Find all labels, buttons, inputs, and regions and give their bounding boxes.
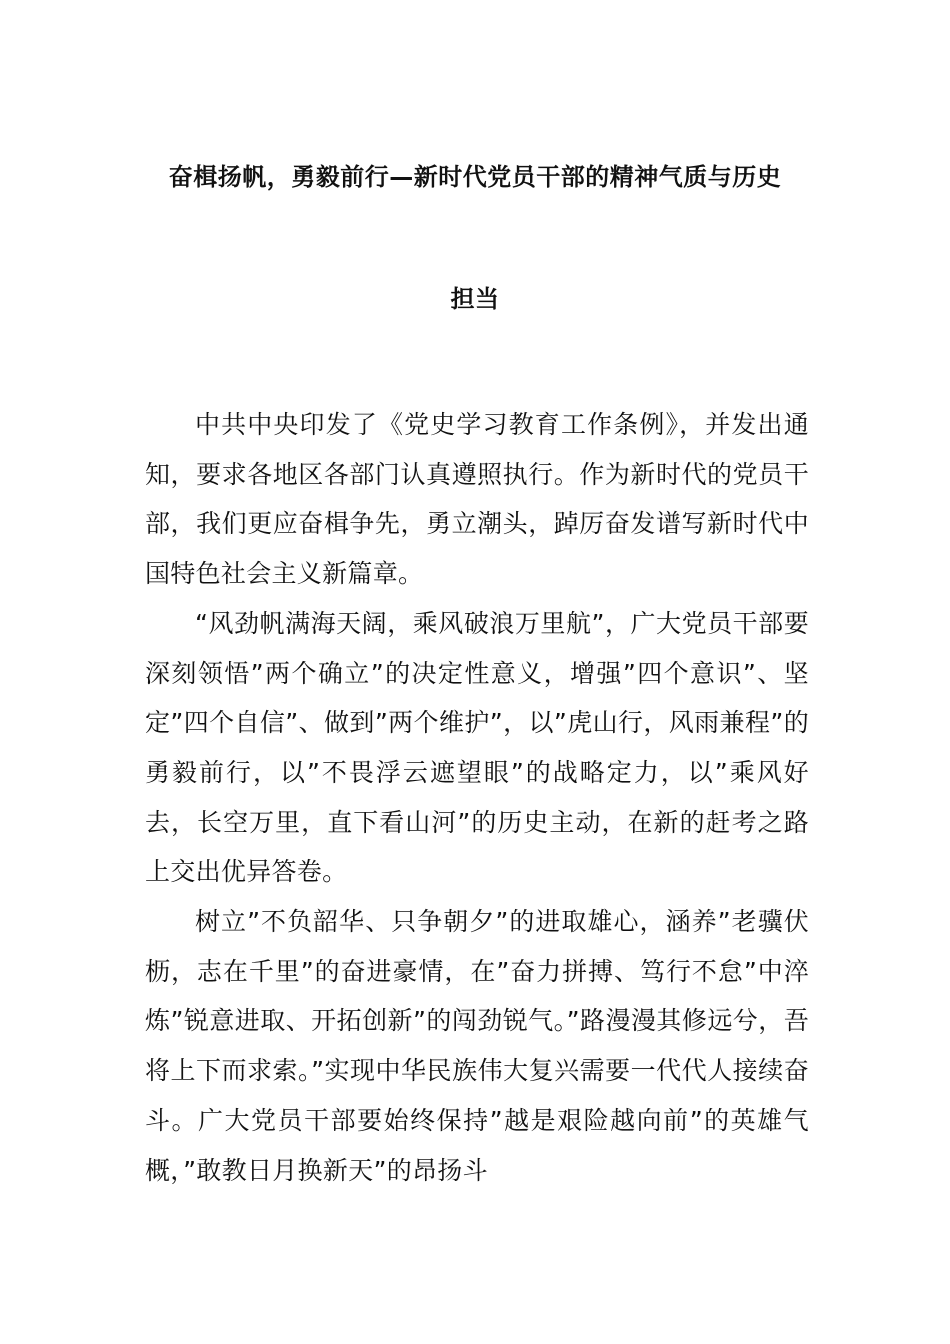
paragraph-3: 树立”不负韶华、只争朝夕”的进取雄心，涵养”老骥伏枥，志在千里”的奋进豪情，在”奋力拼搏、笃行不怠”中淬炼”锐意进取、开拓创新”的闯劲锐气。”路漫漫其修远兮，吾将上下而求索。”实现中华民族伟大复兴需要一代代人接续奋斗。广大党员干部要始终保持”越是艰险越向前”的英雄气概，”敢教日月换新天”的昂扬斗 <box>145 907 809 1185</box>
document-title-line-1: 奋楫扬帆，勇毅前行—新时代党员干部的精神气质与历史 <box>168 163 782 191</box>
document-title-line-2: 担当 <box>450 285 500 313</box>
paragraph-1: 中共中央印发了《党史学习教育工作条例》，并发出通知，要求各地区各部门认真遵照执行。作为新时代的党员干部，我们更应奋楫争先，勇立潮头，踔厉奋发谱写新时代中国特色社会主义新篇章。 <box>145 410 809 589</box>
paragraph-2: “风劲帆满海天阔，乘风破浪万里航”，广大党员干部要深刻领悟”两个确立”的决定性意义，增强”四个意识”、坚定”四个自信”、做到”两个维护”，以”虎山行，风雨兼程”的勇毅前行，以”不畏浮云遮望眼”的战略定力，以”乘风好去，长空万里，直下看山河”的历史主动，在新的赶考之路上交出优异答卷。 <box>145 608 809 887</box>
document-body <box>145 400 809 1195</box>
